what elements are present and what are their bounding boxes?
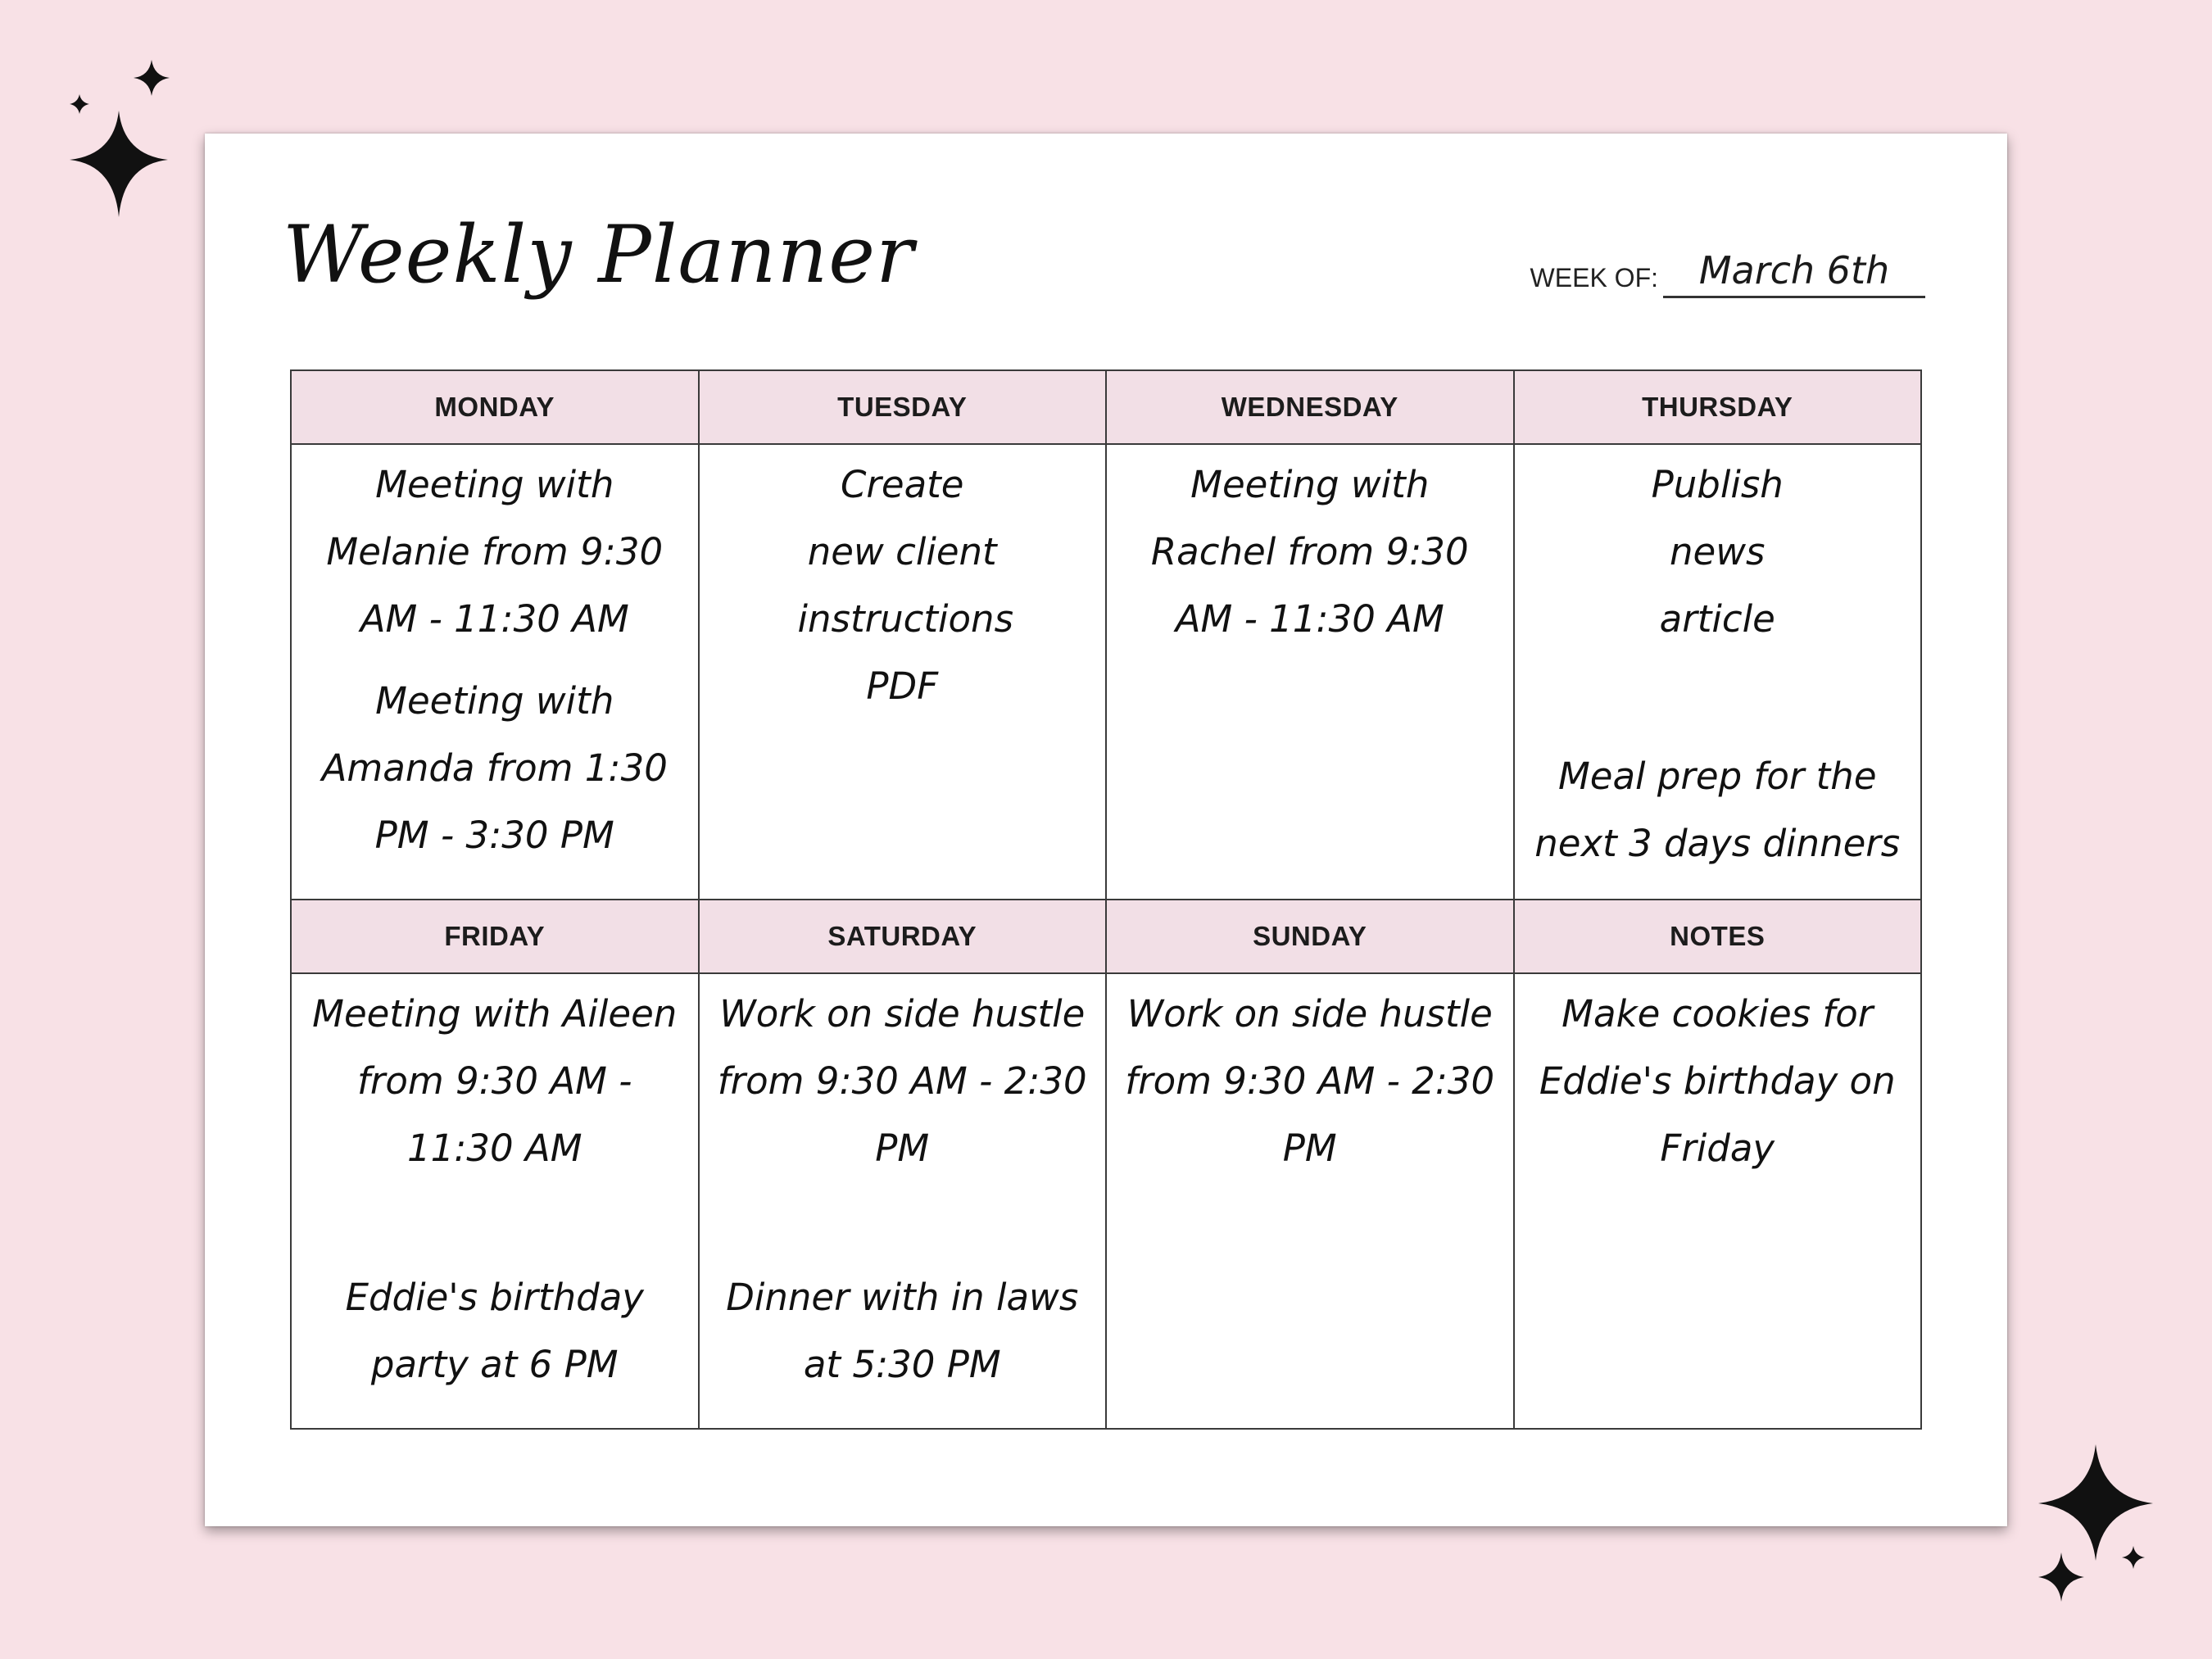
entry: Meal prep for the next 3 days dinners xyxy=(1534,755,1901,865)
day-cell-saturday xyxy=(699,973,1107,1429)
entry: Publish news article xyxy=(1651,463,1784,641)
planner-grid xyxy=(290,369,1922,1430)
entry: Dinner with in laws at 5:30 PM xyxy=(726,1276,1079,1386)
day-header-monday: MONDAY xyxy=(291,370,699,444)
sparkle-icon xyxy=(2024,1438,2171,1614)
sparkle-icon xyxy=(53,53,184,225)
entry: Meeting with Rachel from 9:30 AM - 11:30 AM xyxy=(1150,463,1469,641)
entry: Meeting with Amanda from 1:30 PM - 3:30 PM xyxy=(321,679,668,857)
day-header-thursday: THURSDAY xyxy=(1514,370,1922,444)
day-cell-monday xyxy=(291,444,699,900)
note-entry: Make cookies for Eddie's birthday on Friday xyxy=(1539,992,1896,1170)
notes-cell xyxy=(1514,973,1922,1429)
day-header-sunday: SUNDAY xyxy=(1106,900,1514,973)
day-header-wednesday: WEDNESDAY xyxy=(1106,370,1514,444)
entry: Work on side hustle from 9:30 AM - 2:30 PM xyxy=(1125,992,1495,1170)
entry: Meeting with Melanie from 9:30 AM - 11:30 AM xyxy=(326,463,664,641)
week-of-field xyxy=(1530,248,1925,298)
entry: Meeting with Aileen from 9:30 AM - 11:30 AM xyxy=(312,992,678,1170)
day-cell-sunday xyxy=(1106,973,1514,1429)
notes-header: NOTES xyxy=(1514,900,1922,973)
entry: Create new client instructions PDF xyxy=(797,463,1014,708)
day-header-tuesday: TUESDAY xyxy=(699,370,1107,444)
planner-sheet xyxy=(205,134,2007,1526)
page-title: Weekly Planner xyxy=(283,209,914,301)
entry: Eddie's birthday party at 6 PM xyxy=(345,1276,644,1386)
week-of-value: March 6th xyxy=(1663,248,1925,298)
day-cell-friday xyxy=(291,973,699,1429)
entry: Work on side hustle from 9:30 AM - 2:30 PM xyxy=(717,992,1087,1170)
day-cell-thursday xyxy=(1514,444,1922,900)
day-cell-wednesday xyxy=(1106,444,1514,900)
day-cell-tuesday xyxy=(699,444,1107,900)
week-of-label: WEEK OF: xyxy=(1530,263,1658,292)
day-header-saturday: SATURDAY xyxy=(699,900,1107,973)
day-header-friday: FRIDAY xyxy=(291,900,699,973)
